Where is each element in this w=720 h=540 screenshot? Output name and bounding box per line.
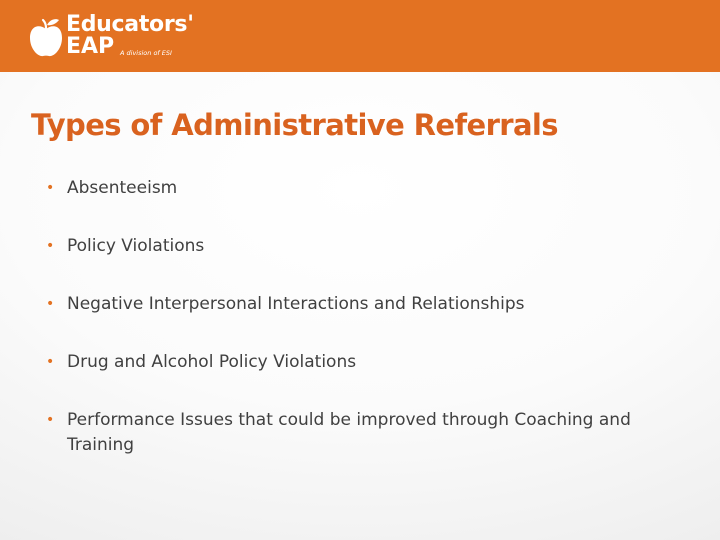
bullet-dot-icon: •	[46, 354, 55, 370]
slide-title: Types of Administrative Referrals	[31, 108, 558, 142]
bullet-dot-icon: •	[46, 180, 55, 196]
bullet-text: Drug and Alcohol Policy Violations	[67, 352, 357, 372]
bullet-item	[46, 292, 666, 317]
bullet-text: Absenteeism	[67, 178, 178, 198]
logo-tagline: A division of ESI	[120, 49, 172, 57]
logo-text-educators: Educators'	[66, 12, 194, 37]
bullet-item	[46, 408, 666, 458]
bullet-dot-icon: •	[46, 412, 55, 428]
header-band	[0, 0, 720, 72]
logo-text-eap: EAP	[66, 34, 115, 59]
bullet-text: Performance Issues that could be improved through Coaching and Training	[67, 410, 631, 455]
apple-icon	[28, 16, 64, 58]
bullet-dot-icon: •	[46, 238, 55, 254]
bullet-list	[46, 176, 666, 491]
educators-eap-logo	[28, 12, 194, 62]
bullet-text: Policy Violations	[67, 236, 205, 256]
bullet-item	[46, 176, 666, 201]
bullet-item	[46, 350, 666, 375]
bullet-dot-icon: •	[46, 296, 55, 312]
bullet-text: Negative Interpersonal Interactions and Relationships	[67, 294, 525, 314]
bullet-item	[46, 234, 666, 259]
